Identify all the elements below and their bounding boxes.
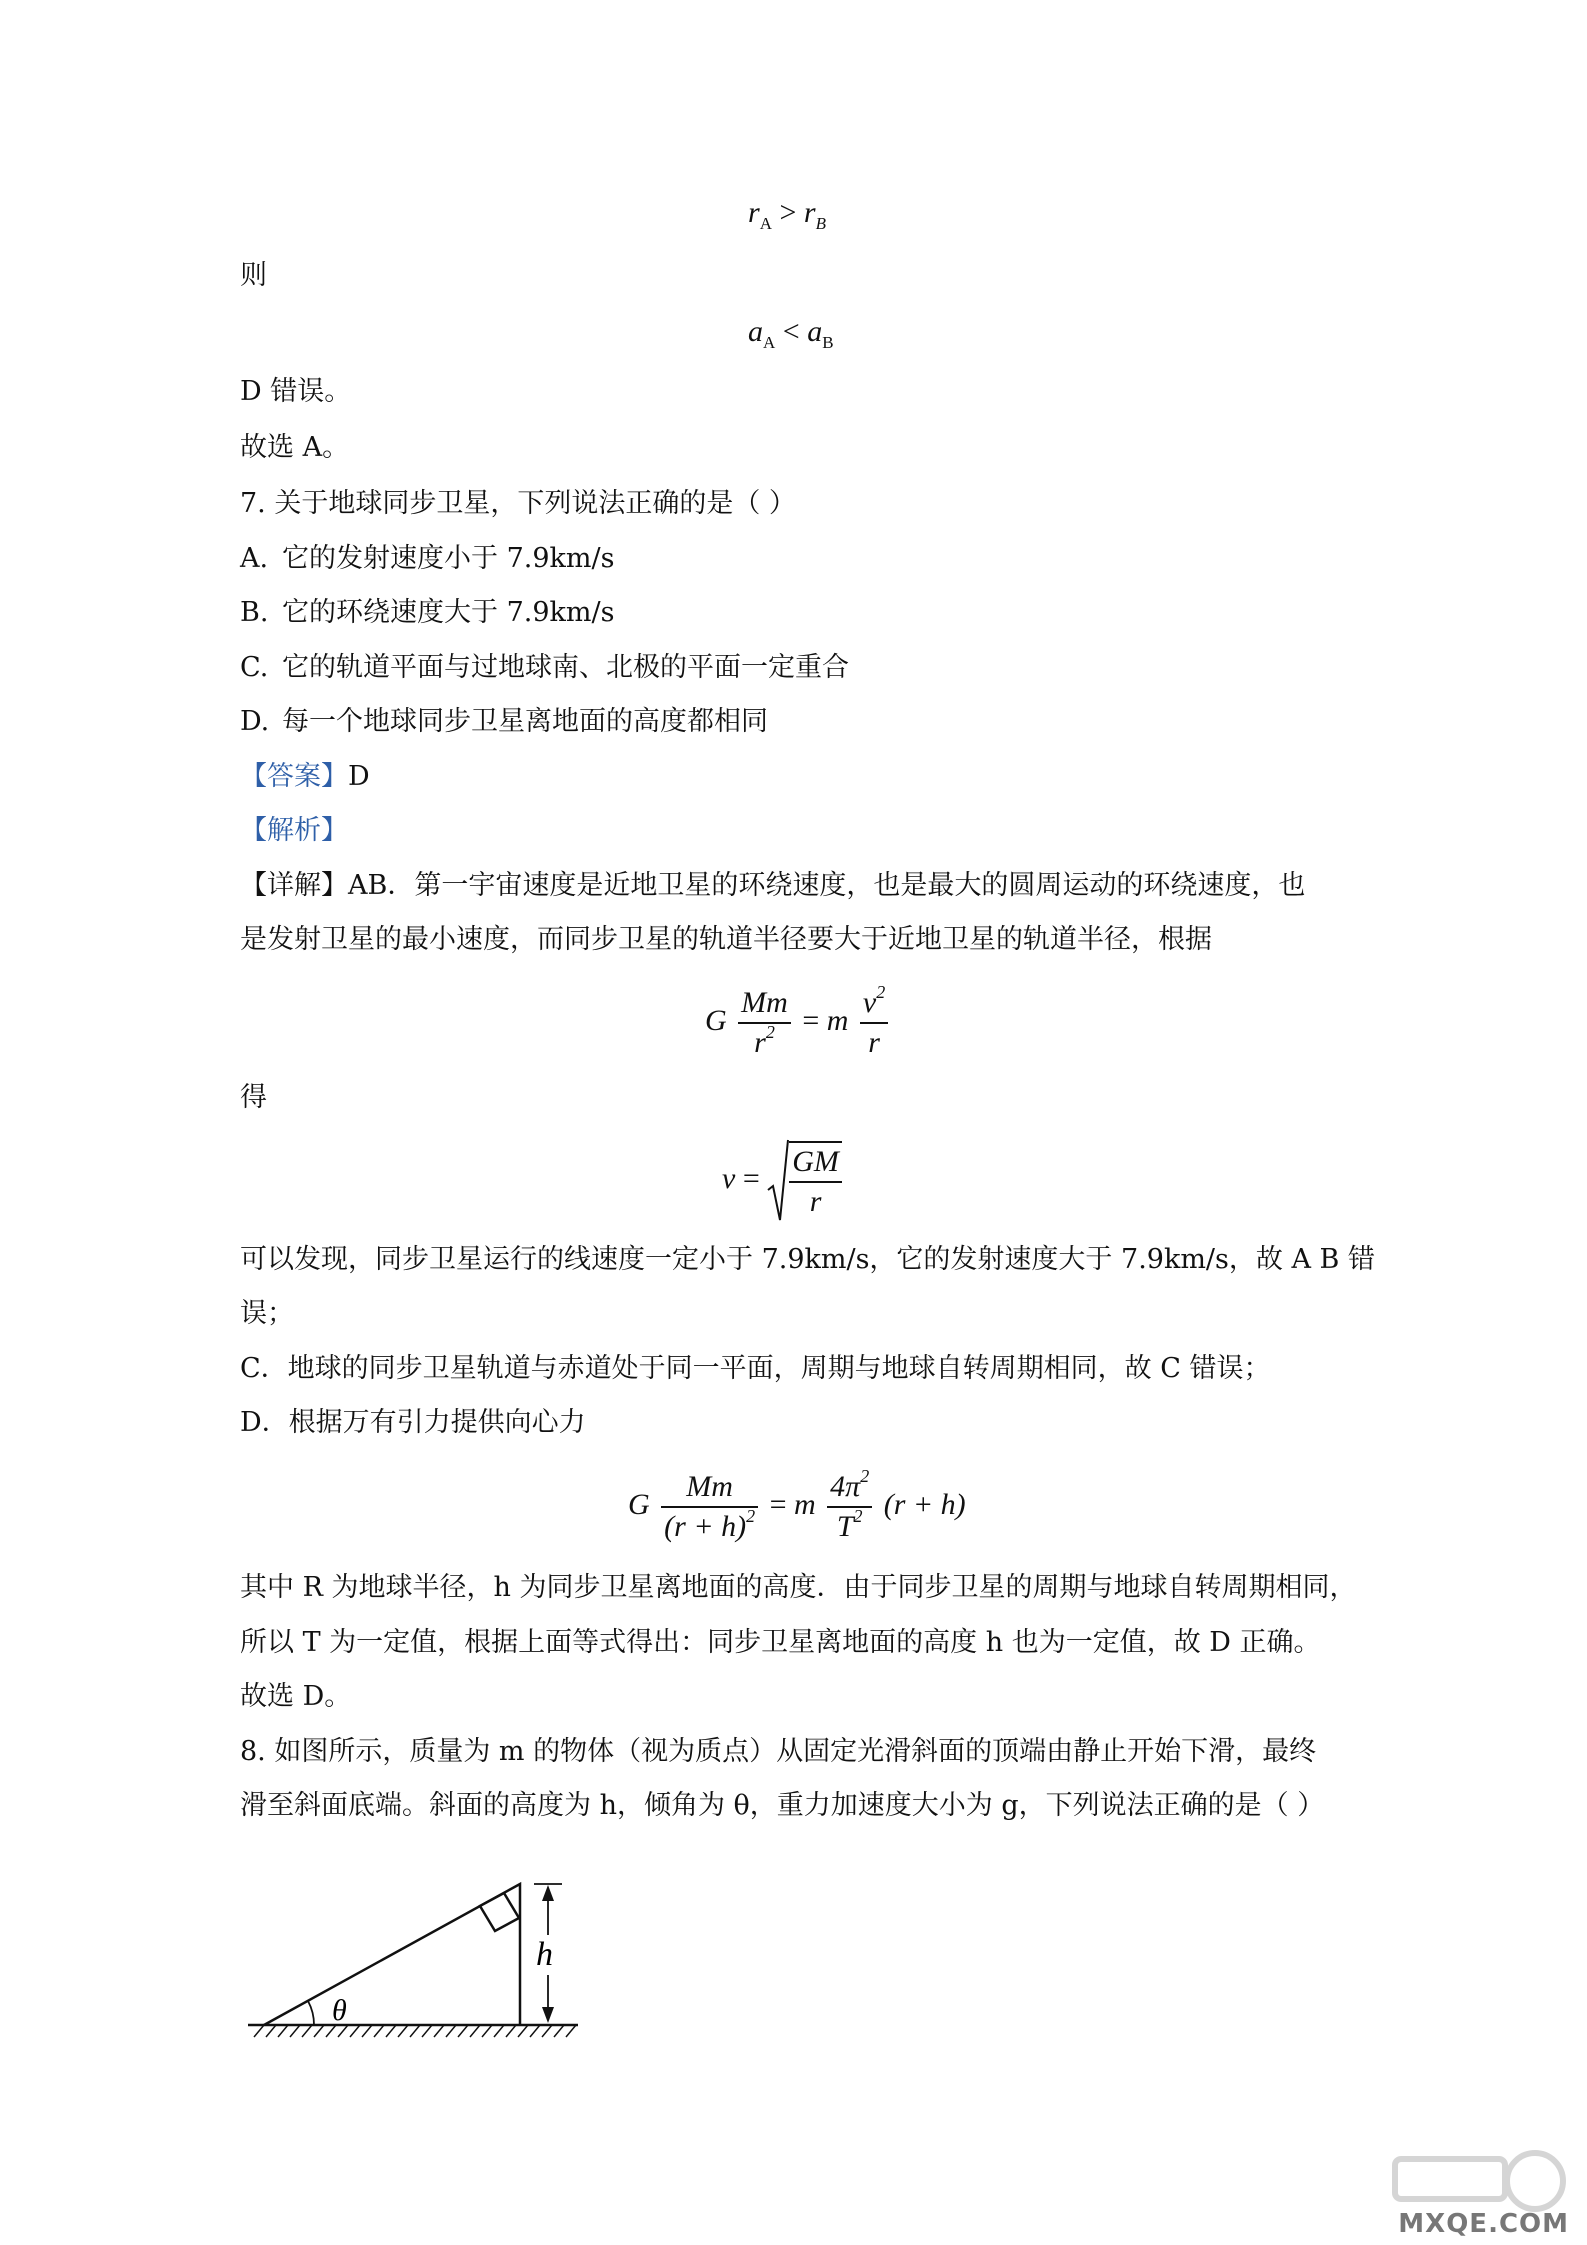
q7-answer <box>240 757 1350 797</box>
eq1-lhs: r <box>748 196 760 229</box>
answer-value: D <box>348 761 370 792</box>
q7-option-b <box>240 593 1350 633</box>
eq2-lhs-sub: A <box>763 333 776 352</box>
eq1-rhs: r <box>803 196 816 229</box>
f3-num: Mm <box>661 1468 758 1508</box>
q7-c-line: C．地球的同步卫星轨道与赤道处于同一平面，周期与地球自转周期相同，故 C 错误； <box>240 1353 1271 1384</box>
f3-num2-base: 4π <box>830 1470 861 1503</box>
f1-den-sup: 2 <box>765 1022 775 1042</box>
eq1-rhs-sub: B <box>815 214 826 233</box>
f2-num: GM <box>789 1143 842 1183</box>
q7-where-line-1: 其中 R 为地球半径，h 为同步卫星离地面的高度．由于同步卫星的周期与地球自转周期相同， <box>240 1572 1357 1603</box>
q7-stem: 7. 关于地球同步卫星，下列说法正确的是（ ） <box>240 488 796 519</box>
radical-sign <box>767 1138 789 1224</box>
f3-eq: = <box>769 1487 787 1521</box>
f2-eq: = <box>742 1161 760 1195</box>
incline-figure <box>240 1855 580 2055</box>
q7-option-d <box>240 702 1350 742</box>
d-wrong-text: D 错误。 <box>240 376 352 407</box>
angle-label: θ <box>332 1994 347 2027</box>
f2-v: v <box>722 1161 736 1195</box>
equation-ra-gt-rb <box>748 196 826 234</box>
f1-fraction-right <box>860 984 888 1062</box>
option-text: 它的轨道平面与过地球南、北极的平面一定重合 <box>282 652 849 683</box>
q7-option-c <box>240 648 1350 688</box>
eq2-rhs-sub: B <box>822 333 834 352</box>
q7-where-line-2: 所以 T 为一定值，根据上面等式得出：同步卫星离地面的高度 h 也为一定值，故 D 正确。 <box>240 1627 1321 1658</box>
derive-text: 得 <box>240 1082 267 1113</box>
eq2-op: < <box>782 315 800 348</box>
choose-a-text: 故选 A。 <box>240 432 350 463</box>
q7-d-line: D．根据万有引力提供向心力 <box>240 1407 586 1438</box>
f1-fraction-left <box>738 984 791 1062</box>
option-letter: A. <box>240 543 269 574</box>
q7-found-line-2: 误； <box>240 1298 294 1329</box>
block <box>480 1893 519 1931</box>
answer-label: 【答案】 <box>240 761 348 792</box>
f3-den2-base: T <box>836 1510 854 1543</box>
eq1-lhs-sub: A <box>759 214 772 233</box>
height-label: h <box>536 1936 553 1973</box>
then-text: 则 <box>240 260 267 291</box>
arrow-head-up <box>542 1885 554 1901</box>
detail-text: AB．第一宇宙速度是近地卫星的环绕速度，也是最大的圆周运动的环绕速度，也 <box>348 870 1306 901</box>
ground-hatch <box>254 2025 576 2037</box>
q7-option-a <box>240 539 1350 579</box>
option-letter: B. <box>240 597 269 628</box>
equation-aa-lt-ab <box>748 315 834 353</box>
f3-den <box>661 1508 758 1546</box>
f3-num2-sup: 2 <box>860 1466 870 1486</box>
q7-found-line-1: 可以发现，同步卫星运行的线速度一定小于 7.9km/s，它的发射速度大于 7.9km/s，故 A B 错 <box>240 1244 1375 1275</box>
formula-gravity-circular <box>705 984 892 1062</box>
f2-sqrt <box>767 1138 846 1224</box>
f1-den-base: r <box>754 1026 766 1059</box>
option-text: 它的发射速度小于 7.9km/s <box>282 543 615 574</box>
detail-label: 【详解】 <box>240 870 348 901</box>
f2-den: r <box>809 1185 822 1218</box>
f1-den <box>738 1024 791 1062</box>
f1-num2-base: v <box>862 986 877 1019</box>
f1-num2-sup: 2 <box>876 982 886 1002</box>
q8-line-1: 8. 如图所示，质量为 m 的物体（视为质点）从固定光滑斜面的顶端由静止开始下滑，最终 <box>240 1736 1317 1767</box>
q7-detail-line-2: 是发射卫星的最小速度，而同步卫星的轨道半径要大于近地卫星的轨道半径，根据 <box>240 924 1212 955</box>
f3-m: m <box>794 1487 816 1521</box>
f3-den2 <box>827 1508 872 1546</box>
f1-g: G <box>705 1003 727 1037</box>
f3-den-sup: 2 <box>746 1506 756 1526</box>
formula-velocity <box>722 1138 846 1224</box>
arrow-head-down <box>542 2007 554 2023</box>
eq2-lhs: a <box>748 315 763 348</box>
eq2-rhs: a <box>807 315 823 348</box>
f3-g: G <box>628 1487 650 1521</box>
option-text: 每一个地球同步卫星离地面的高度都相同 <box>282 706 768 737</box>
f1-m: m <box>826 1003 849 1037</box>
eq1-op: > <box>779 196 797 229</box>
option-letter: D. <box>240 706 270 737</box>
q7-detail-line-1 <box>240 866 1350 906</box>
angle-arc <box>308 2001 314 2025</box>
f3-fraction-left <box>661 1468 758 1546</box>
option-text: 它的环绕速度大于 7.9km/s <box>282 597 615 628</box>
f3-den-base: (r + h) <box>664 1510 747 1543</box>
option-letter: C. <box>240 652 269 683</box>
f1-den2: r <box>868 1026 880 1059</box>
f2-fraction <box>789 1141 842 1221</box>
f1-num: Mm <box>738 984 791 1024</box>
f3-fraction-right <box>827 1468 872 1546</box>
f1-num2 <box>860 984 888 1024</box>
f3-den2-sup: 2 <box>853 1506 863 1526</box>
formula-centripetal <box>628 1468 966 1546</box>
q8-line-2: 滑至斜面底端。斜面的高度为 h，倾角为 θ，重力加速度大小为 g，下列说法正确的是（ ） <box>240 1790 1325 1821</box>
q7-analysis-label: 【解析】 <box>240 815 348 846</box>
choose-d-text: 故选 D。 <box>240 1681 352 1712</box>
watermark-text: MXQE.COM <box>1398 2209 1569 2239</box>
f1-eq: = <box>802 1003 820 1037</box>
f3-tail: (r + h) <box>883 1487 966 1521</box>
f3-num2 <box>827 1468 872 1508</box>
